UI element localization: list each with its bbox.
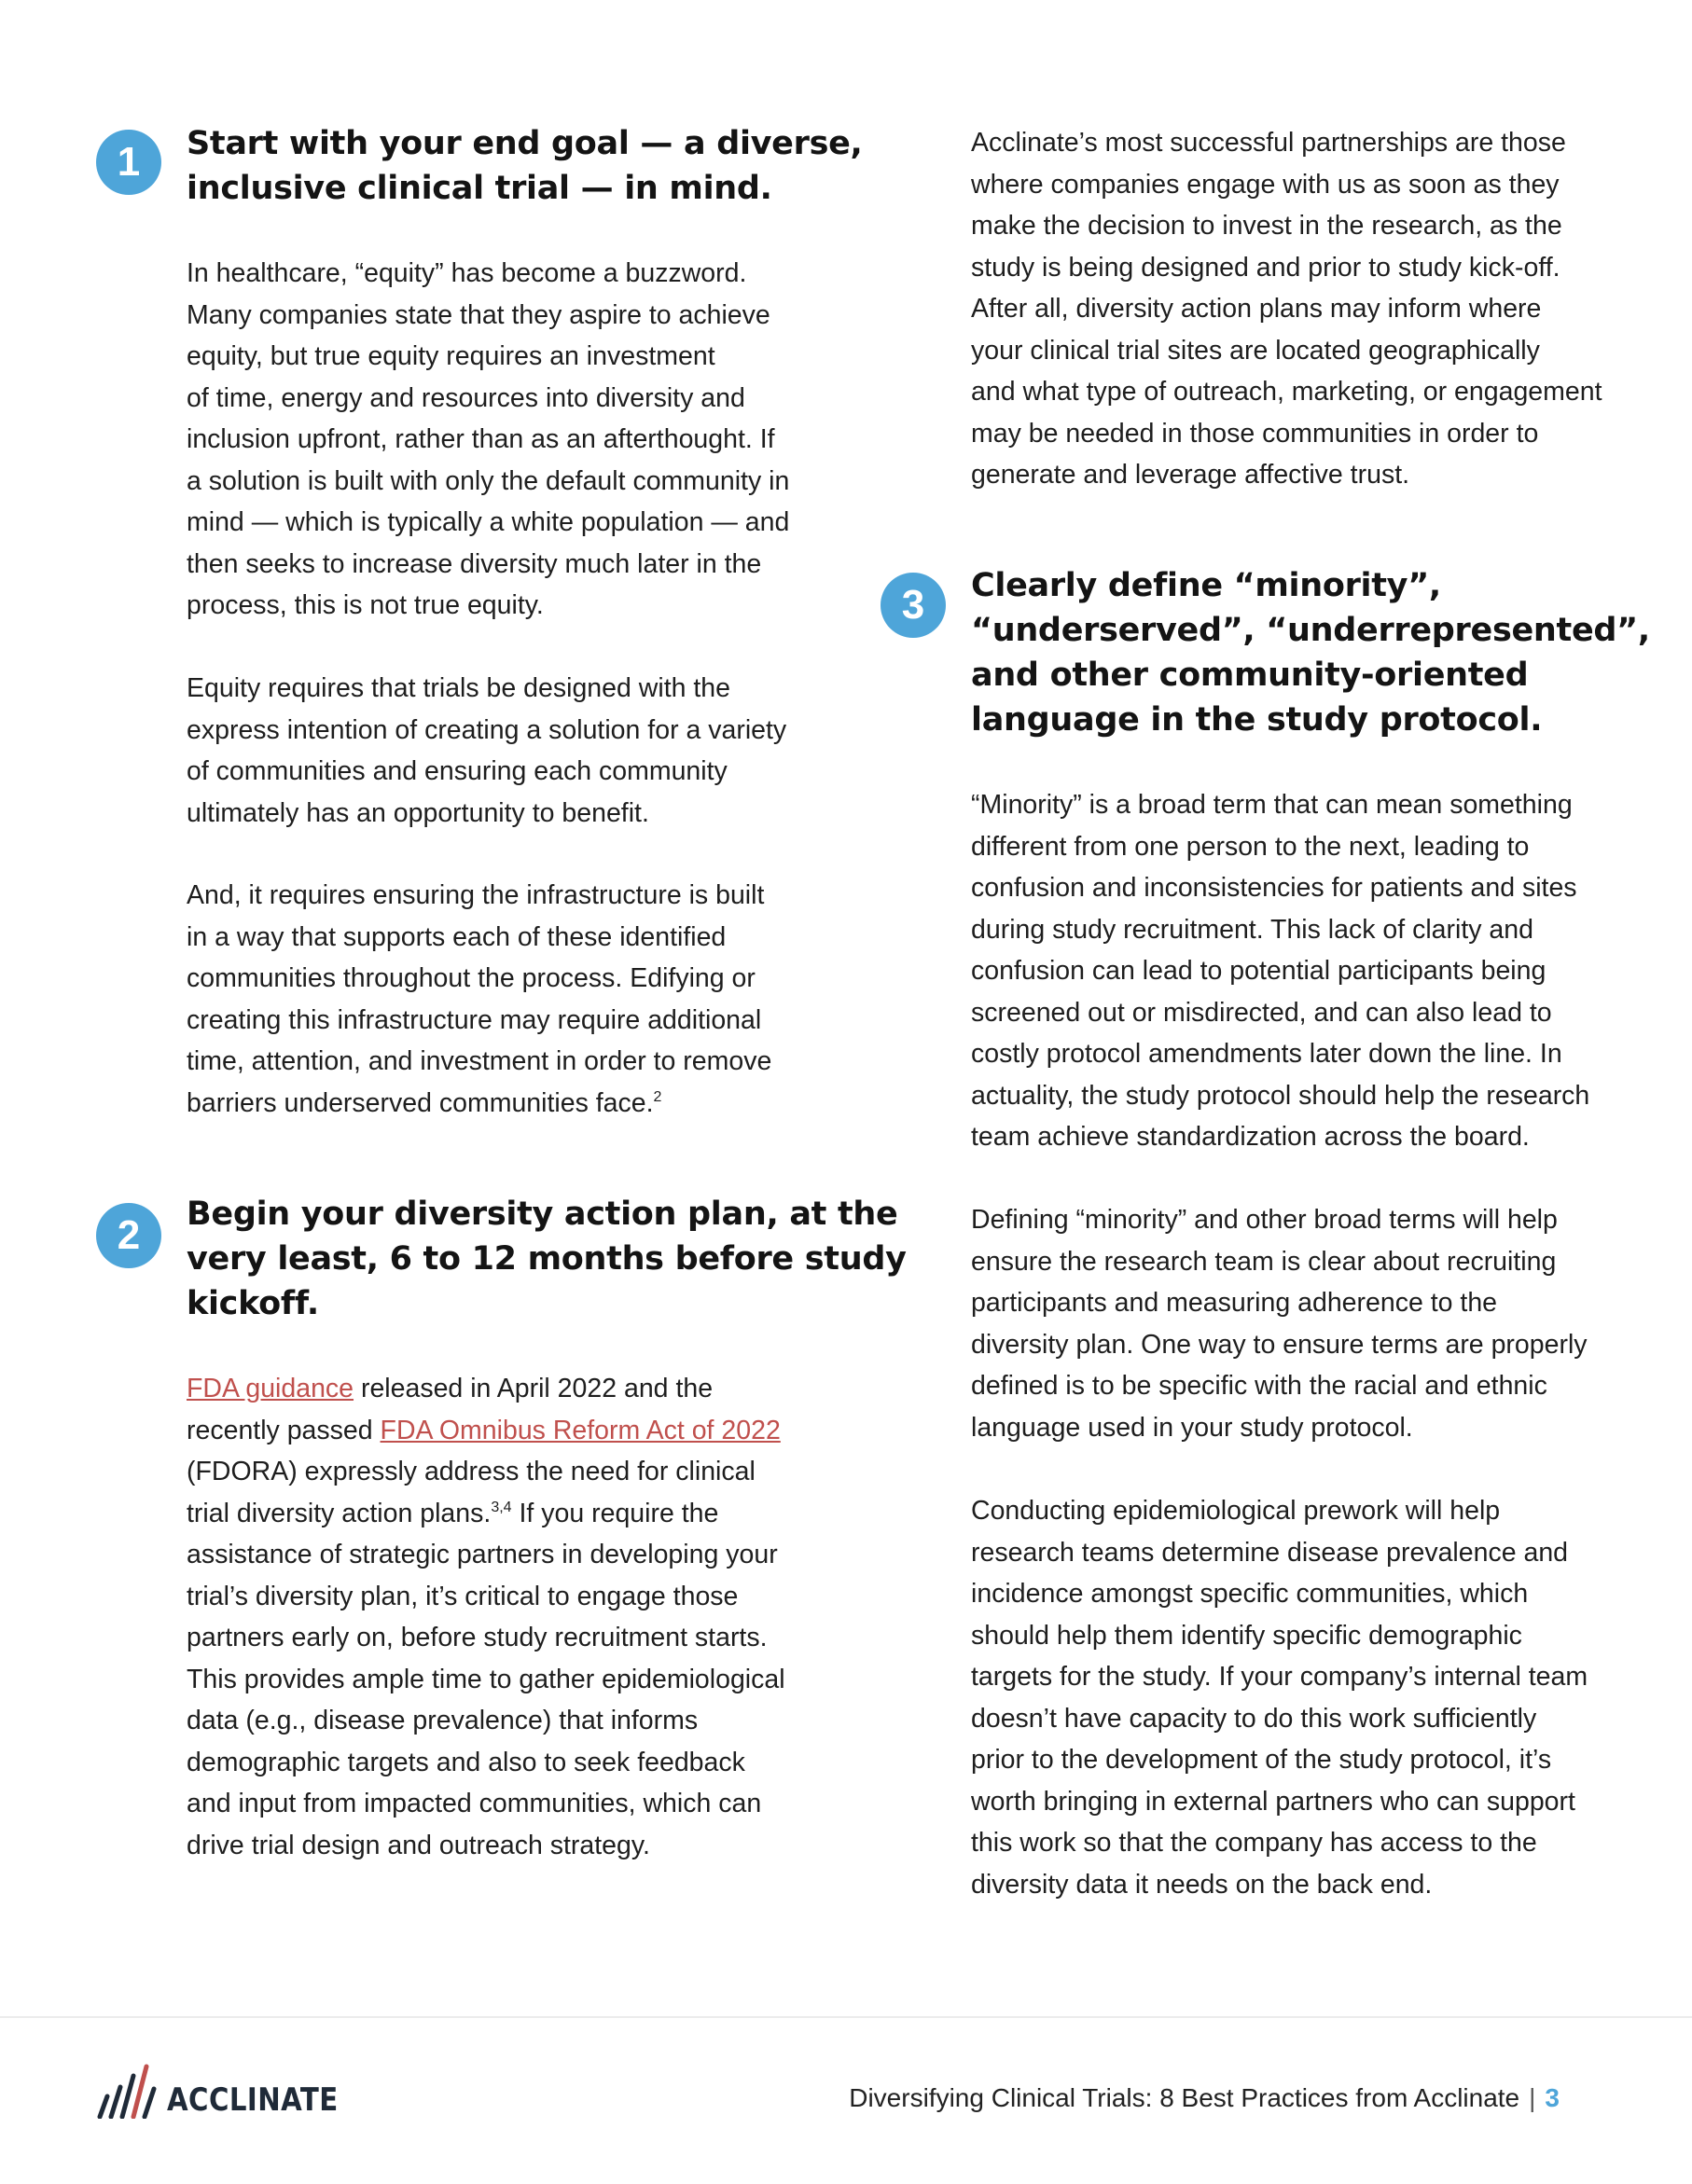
text-line: Conducting epidemiological prework will help: [971, 1496, 1501, 1526]
text-line: generate and leverage affective trust.: [971, 460, 1410, 490]
text-line: communities throughout the process. Edifying or: [187, 963, 756, 993]
footer-title: [849, 2080, 1560, 2117]
text-line: equity, but true equity requires an investment: [187, 341, 715, 371]
text-line: during study recruitment. This lack of clarity and: [971, 914, 1533, 945]
text-line: demographic targets and also to seek feedback: [187, 1747, 745, 1777]
section-1-paragraph-1: [187, 253, 789, 627]
text-line: process, this is not true equity.: [187, 590, 544, 620]
text-line: study is being designed and prior to study kick-off.: [971, 252, 1560, 283]
text-line: “Minority” is a broad term that can mean something: [971, 790, 1573, 820]
text-line: research teams determine disease prevalence and: [971, 1537, 1569, 1568]
text-line: And, it requires ensuring the infrastructure is built: [187, 880, 765, 910]
section-heading-3: [971, 563, 1650, 742]
heading-line: and other community-oriented: [971, 657, 1529, 694]
footnote-ref: 2: [653, 1088, 662, 1105]
fda-guidance-link[interactable]: FDA guidance: [187, 1374, 354, 1403]
section-number-badge-2: [96, 1203, 161, 1268]
logo-bars-icon: [96, 2063, 159, 2119]
text-run: If you require the: [511, 1498, 719, 1528]
text-line: [187, 1368, 785, 1410]
text-line: may be needed in those communities in order to: [971, 418, 1539, 449]
intro-paragraph-right: [971, 122, 1602, 496]
text-line: defined is to be specific with the racial and ethnic: [971, 1371, 1547, 1401]
text-line: partners early on, before study recruitment starts.: [187, 1623, 768, 1652]
text-line: (FDORA) expressly address the need for clinical: [187, 1457, 756, 1486]
section-heading-2: [187, 1192, 907, 1326]
page-number: 3: [1545, 2083, 1560, 2112]
text-line: Acclinate’s most successful partnerships are those: [971, 128, 1566, 158]
text-line: drive trial design and outreach strategy.: [187, 1830, 650, 1860]
text-line: This provides ample time to gather epidemiological: [187, 1664, 785, 1694]
text-line: team achieve standardization across the board.: [971, 1122, 1530, 1152]
section-number: 3: [901, 582, 925, 628]
heading-line: “underserved”, “underrepresented”,: [971, 612, 1650, 649]
text-line: Many companies state that they aspire to achieve: [187, 299, 770, 330]
section-number: 2: [117, 1212, 141, 1258]
footer-divider: [0, 2016, 1692, 2018]
text-line: data (e.g., disease prevalence) that informs: [187, 1706, 699, 1735]
text-line: Equity requires that trials be designed with the: [187, 673, 730, 703]
acclinate-logo: [96, 2059, 367, 2119]
text-line: inclusion upfront, rather than as an afterthought. If: [187, 424, 775, 454]
text-line: incidence amongst specific communities, which: [971, 1579, 1529, 1609]
footer-separator: |: [1529, 2083, 1536, 2112]
text-line: time, attention, and investment in order to remove: [187, 1046, 772, 1076]
section-number-badge-1: [96, 130, 161, 195]
text-line: and input from impacted communities, which can: [187, 1789, 762, 1818]
text-line: express intention of creating a solution for a variety: [187, 714, 787, 745]
text-line: After all, diversity action plans may inform where: [971, 294, 1542, 324]
logo-wordmark: ACCLINATE: [167, 2081, 339, 2119]
text-line: trial’s diversity plan, it’s critical to engage those: [187, 1581, 739, 1611]
text-line: [187, 1493, 785, 1535]
text-line: Defining “minority” and other broad terms will help: [971, 1205, 1558, 1235]
text-line: targets for the study. If your company’s internal team: [971, 1662, 1588, 1692]
heading-line: Start with your end goal — a diverse,: [187, 125, 863, 162]
text-line: in a way that supports each of these identified: [187, 921, 727, 952]
section-number: 1: [117, 139, 141, 185]
text-line: a solution is built with only the default community in: [187, 465, 790, 496]
text-line: diversity plan. One way to ensure terms are properly: [971, 1329, 1588, 1360]
text-line: and what type of outreach, marketing, or engagement: [971, 377, 1602, 407]
heading-line: language in the study protocol.: [971, 701, 1543, 739]
text-line: should help them identify specific demographic: [971, 1620, 1522, 1651]
text-line: confusion and inconsistencies for patients and sites: [971, 873, 1577, 903]
text-line: then seeks to increase diversity much later in the: [187, 548, 762, 579]
section-number-badge-3: [881, 573, 946, 638]
text-line: language used in your study protocol.: [971, 1412, 1413, 1443]
text-line: participants and measuring adherence to the: [971, 1288, 1498, 1318]
document-title: Diversifying Clinical Trials: 8 Best Practices from Acclinate: [849, 2083, 1520, 2112]
text-line: this work so that the company has access to the: [971, 1828, 1537, 1858]
text-line: mind — which is typically a white population — and: [187, 507, 790, 537]
text-line: of time, energy and resources into diversity and: [187, 382, 745, 413]
text-run: trial diversity action plans.: [187, 1498, 492, 1528]
heading-line: Clearly define “minority”,: [971, 567, 1441, 604]
text-line: [187, 1083, 771, 1125]
heading-line: inclusive clinical trial — in mind.: [187, 170, 772, 207]
text-line: of communities and ensuring each community: [187, 756, 728, 786]
section-heading-1: [187, 121, 863, 211]
heading-line: very least, 6 to 12 months before study: [187, 1240, 907, 1278]
text-line: ultimately has an opportunity to benefit.: [187, 797, 649, 828]
text-run: recently passed: [187, 1415, 381, 1445]
text-line: actuality, the study protocol should help the research: [971, 1080, 1590, 1111]
text-line: your clinical trial sites are located geographically: [971, 335, 1540, 366]
text-line: doesn’t have capacity to do this work sufficiently: [971, 1703, 1537, 1734]
section-1-paragraph-2: [187, 668, 786, 834]
text-line: assistance of strategic partners in developing your: [187, 1540, 778, 1569]
text-run: barriers underserved communities face.: [187, 1087, 654, 1118]
section-3-paragraph-2: [971, 1199, 1588, 1448]
section-2-paragraph-1: [187, 1368, 785, 1866]
text-line: costly protocol amendments later down the line. In: [971, 1039, 1562, 1069]
text-line: where companies engage with us as soon as they: [971, 169, 1560, 200]
text-line: screened out or misdirected, and can also lead to: [971, 997, 1552, 1028]
text-line: different from one person to the next, leading to: [971, 831, 1530, 862]
section-3-paragraph-1: [971, 784, 1589, 1158]
text-line: [187, 1410, 785, 1452]
section-3-paragraph-3: [971, 1490, 1588, 1905]
text-line: In healthcare, “equity” has become a buzzword.: [187, 258, 747, 288]
text-line: confusion can lead to potential participants being: [971, 956, 1546, 986]
text-run: released in April 2022 and the: [354, 1374, 714, 1403]
text-line: ensure the research team is clear about recruiting: [971, 1246, 1557, 1277]
heading-line: kickoff.: [187, 1285, 319, 1322]
footnote-ref: 3,4: [491, 1499, 512, 1515]
section-1-paragraph-3: [187, 875, 771, 1124]
text-line: worth bringing in external partners who can support: [971, 1786, 1575, 1817]
text-line: prior to the development of the study protocol, it’s: [971, 1745, 1552, 1775]
heading-line: Begin your diversity action plan, at the: [187, 1196, 898, 1233]
text-line: diversity data it needs on the back end.: [971, 1869, 1433, 1900]
fdora-link[interactable]: FDA Omnibus Reform Act of 2022: [380, 1415, 781, 1445]
text-line: make the decision to invest in the research, as the: [971, 211, 1562, 241]
text-line: creating this infrastructure may require additional: [187, 1004, 762, 1035]
